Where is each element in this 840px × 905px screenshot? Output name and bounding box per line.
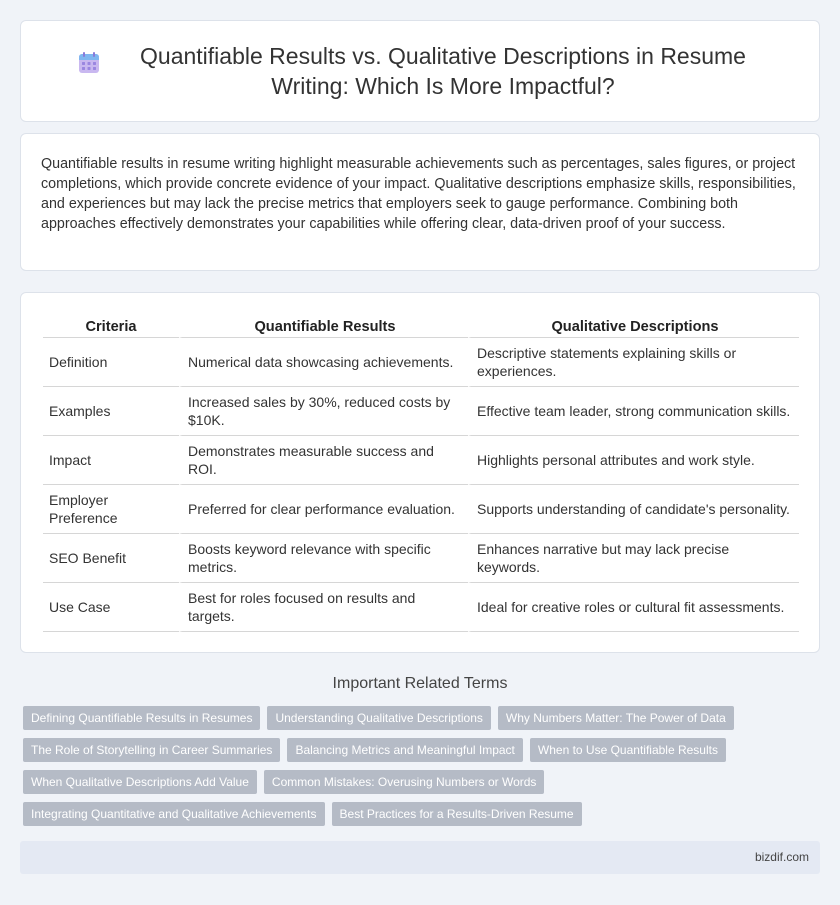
related-terms-title: Important Related Terms [332,675,508,692]
table-cell: Definition [43,338,179,387]
table-row [43,583,799,632]
table-cell: Preferred for clear performance evaluation. [179,485,468,534]
related-term-tag[interactable]: Understanding Qualitative Descriptions [267,706,490,730]
table-row [43,436,799,485]
related-term-tag[interactable]: Why Numbers Matter: The Power of Data [498,706,734,730]
table-row [43,485,799,534]
table-cell: Demonstrates measurable success and ROI. [179,436,468,485]
table-cell: Effective team leader, strong communication skills. [468,387,799,436]
page-title: Quantifiable Results vs. Qualitative Descriptions in Resume Writing: Which Is More Impactful? [140,43,746,99]
table-cell: Descriptive statements explaining skills or experiences. [468,338,799,387]
table-cell: Ideal for creative roles or cultural fit assessments. [468,583,799,632]
tag-row [23,738,823,762]
tag-row [23,770,823,794]
footer [20,841,820,874]
related-term-tag[interactable]: Best Practices for a Results-Driven Resume [332,802,582,826]
related-term-tag[interactable]: The Role of Storytelling in Career Summaries [23,738,280,762]
tag-row [23,706,823,730]
related-term-tag[interactable]: Common Mistakes: Overusing Numbers or Words [264,770,545,794]
column-header: Criteria [43,311,179,338]
footer-brand[interactable]: bizdif.com [754,850,809,864]
tag-row [23,802,823,826]
related-term-tag[interactable]: Balancing Metrics and Meaningful Impact [287,738,522,762]
table-cell: Numerical data showcasing achievements. [179,338,468,387]
table-cell: Use Case [43,583,179,632]
header-card [20,20,820,122]
table-header-row [43,311,799,338]
table-row [43,534,799,583]
related-term-tag[interactable]: Integrating Quantitative and Qualitative Achievements [23,802,325,826]
table-cell: Employer Preference [43,485,179,534]
table-row [43,338,799,387]
column-header: Qualitative Descriptions [468,311,799,338]
comparison-table [43,311,799,632]
related-term-tag[interactable]: Defining Quantifiable Results in Resumes [23,706,260,730]
table-cell: Highlights personal attributes and work style. [468,436,799,485]
related-terms-list [23,706,823,834]
table-row [43,387,799,436]
table-cell: Supports understanding of candidate's personality. [468,485,799,534]
related-term-tag[interactable]: When to Use Quantifiable Results [530,738,726,762]
comparison-table-card [20,292,820,653]
calendar-icon [77,62,123,80]
table-cell: Best for roles focused on results and targets. [179,583,468,632]
table-cell: Enhances narrative but may lack precise keywords. [468,534,799,583]
table-cell: Boosts keyword relevance with specific metrics. [179,534,468,583]
related-term-tag[interactable]: When Qualitative Descriptions Add Value [23,770,257,794]
table-cell: Examples [43,387,179,436]
intro-paragraph: Quantifiable results in resume writing highlight measurable achievements such as percentages, sales figures, or project completions, which provide concrete evidence of your impact. Qualitative descriptions emphasize skills, responsibilities, and experiences but may lack the precise metrics that employers seek to gauge performance. Combining both approaches effectively demonstrates your capabilities while offering clear, data-driven proof of your success. [41,156,796,232]
table-cell: SEO Benefit [43,534,179,583]
table-cell: Impact [43,436,179,485]
intro-card [20,133,820,271]
table-cell: Increased sales by 30%, reduced costs by $10K. [179,387,468,436]
column-header: Quantifiable Results [179,311,468,338]
